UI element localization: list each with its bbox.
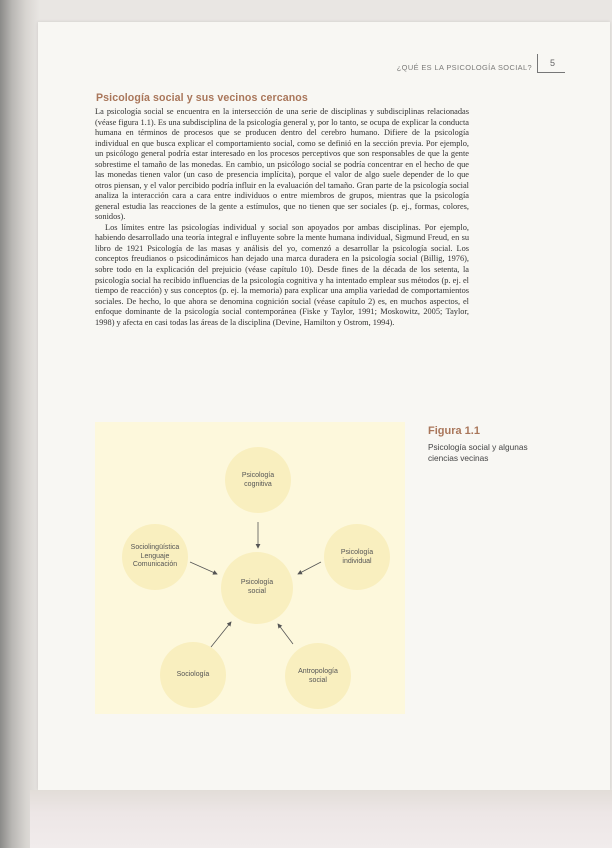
node-sociologia: [153, 671, 233, 680]
header-rule-horizontal: [537, 72, 565, 73]
node-center-line-2: social: [248, 587, 266, 595]
body-text: [95, 107, 469, 328]
node-cognitiva-line-2: cognitiva: [244, 480, 272, 488]
node-antropologia-line-2: social: [309, 676, 327, 684]
node-antropologia-line-1: Antropología: [298, 668, 338, 675]
node-sociologia-line-1: Sociología: [176, 671, 210, 678]
figure-title: Figura 1.1: [428, 425, 480, 437]
node-antropologia: [278, 668, 358, 685]
node-sociolinguistica-line-1: Sociolingüística: [130, 544, 180, 551]
node-sociolinguistica: [115, 544, 195, 570]
node-sociolinguistica-line-2: Lenguaje: [140, 552, 170, 560]
node-center: [217, 579, 297, 596]
arrow-antropologia: [278, 624, 293, 644]
figure-caption: Psicología social y algunas ciencias vecinas: [428, 442, 528, 463]
node-cognitiva: [218, 472, 298, 489]
node-cognitiva-line-1: Psicología: [241, 472, 275, 479]
arrow-sociologia: [211, 622, 231, 647]
node-individual-line-2: individual: [342, 557, 372, 565]
header-rule-vertical: [537, 54, 538, 72]
node-sociolinguistica-line-3: Comunicación: [132, 561, 178, 569]
running-head: ¿QUÉ ES LA PSICOLOGÍA SOCIAL?: [396, 63, 532, 72]
section-title: Psicología social y sus vecinos cercanos: [96, 92, 308, 104]
node-individual: [317, 549, 397, 566]
page-bottom-shadow: [30, 790, 612, 848]
paragraph-1: La psicología social se encuentra en la intersección de una serie de disciplinas y subdisciplinas relacionadas (véase figura 1.1). Es una subdisciplina de la psicología general y, por lo tanto, se ocupa de explicar la conducta humana en términos de procesos que se producen dentro del cerebro humano. Difiere de la psicología individual en que busca explicar el comportamiento social, como se definió en la sección previa. Por ejemplo, un psicólogo general podría estar interesado en los procesos perceptivos que son responsables de que la gente sobrestime el tamaño de las monedas. En cambio, un psicólogo social se podría concentrar en el hecho de que las monedas tienen valor (un caso de presencia implícita), porque el valor de algo suele depender de lo que otros piensan, y el valor percibido podría influir en la evaluación del tamaño. Gran parte de la psicología social analiza la interacción cara a cara entre individuos o entre miembros de grupos, mientras que la psicología general estudia las reacciones de la gente a estímulos, que no tienen que ser sociales (p. ej., formas, colores, sonidos).: [95, 107, 469, 222]
book-binding-shadow: [0, 0, 40, 848]
page-number: 5: [550, 58, 556, 68]
paragraph-2: Los límites entre las psicologías individual y social son apoyados por ambas disciplinas. Por ejemplo, habiendo desarrollado una teoría integral e influyente sobre la mente humana individual, Sigmund Freud, en su libro de 1921 Psicología de las masas y análisis del yo, comenzó a desarrollar la psicología social. Los conceptos freudianos o psicodinámicos han dejado una marca duradera en la psicología social (Billig, 1976), sobre todo en la explicación del prejuicio (véase capítulo 10). Desde fines de la década de los setenta, la psicología social ha recibido influencias de la psicología cognitiva y ha intentado emplear sus métodos (p. ej. el tiempo de reacción) y sus conceptos (p. ej. la memoria) para explicar una amplia variedad de comportamientos sociales. De hecho, lo que ahora se denomina cognición social (véase capítulo 2) es, en muchos aspectos, el enfoque dominante de la psicología social contemporánea (Fiske y Taylor, 1991; Moskowitz, 2005; Taylor, 1998) y afecta en casi todas las áreas de la disciplina (Devine, Hamilton y Ostrom, 1994).: [95, 222, 469, 327]
figure-diagram: [95, 422, 405, 714]
node-center-line-1: Psicología: [240, 579, 274, 586]
node-individual-line-1: Psicología: [340, 549, 374, 556]
